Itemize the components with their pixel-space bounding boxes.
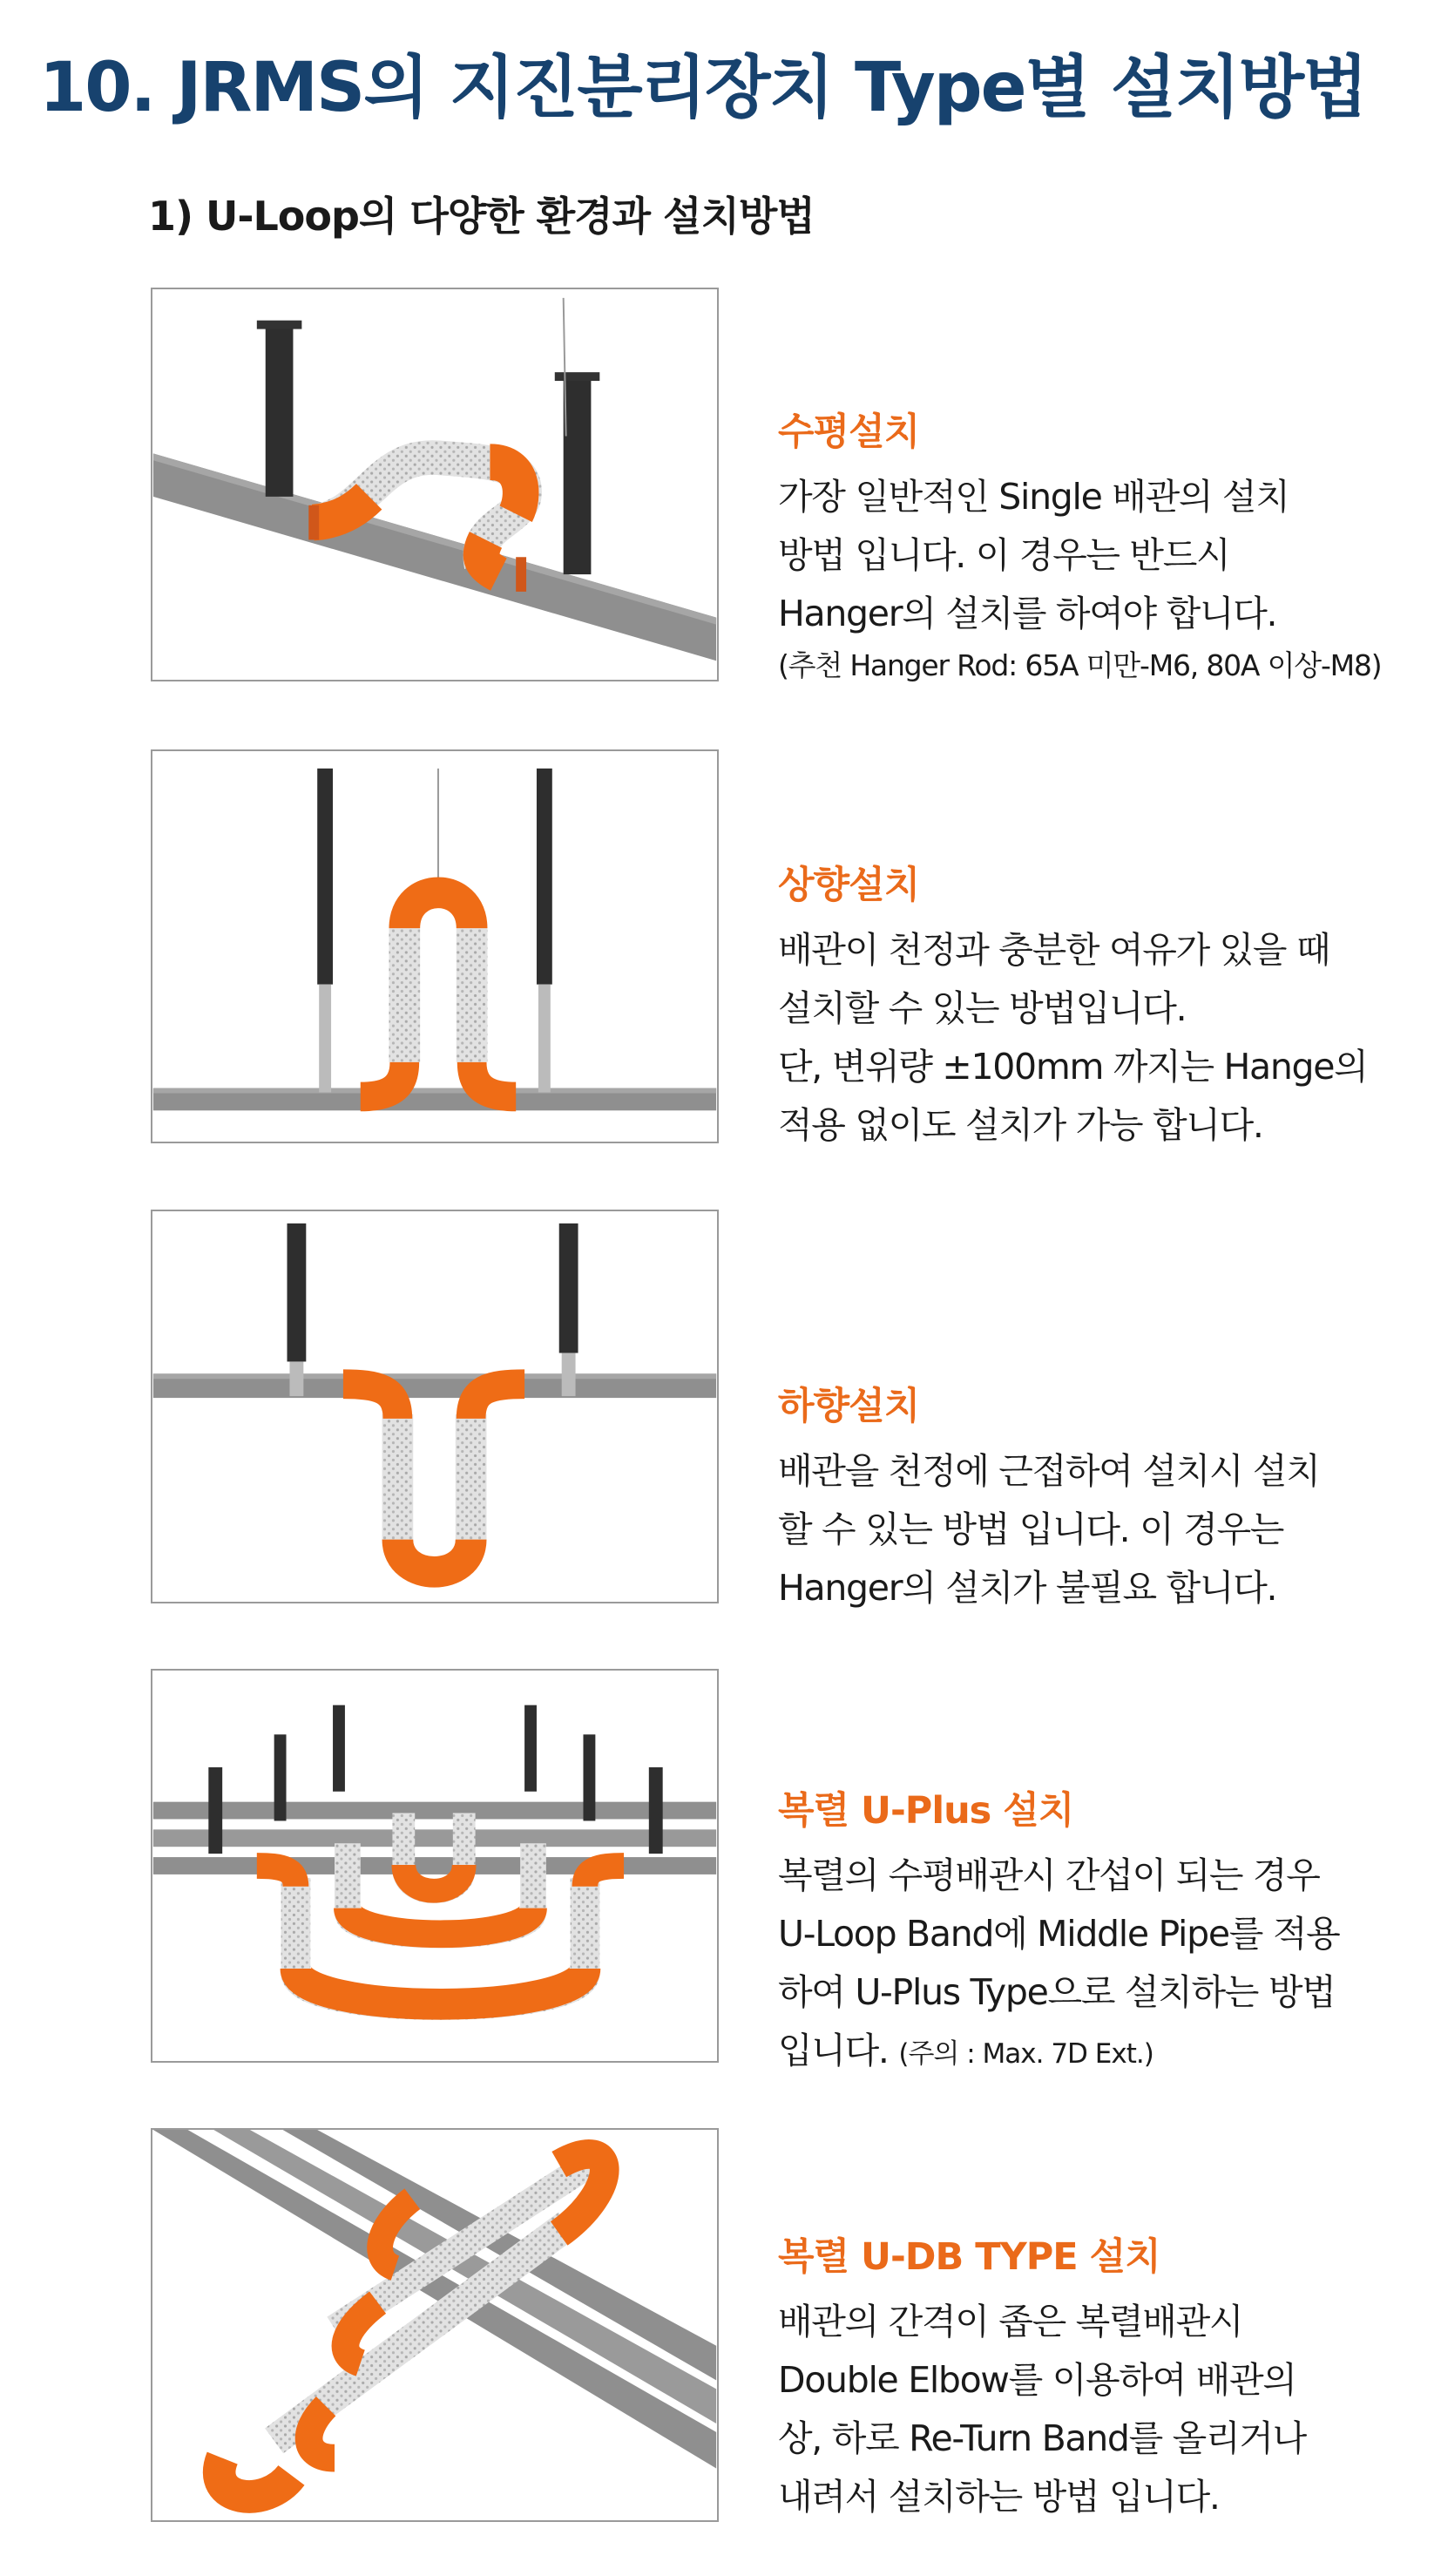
description-line: 하여 U-Plus Type으로 설치하는 방법 [778, 1971, 1336, 2013]
hanger-rod [524, 1705, 537, 1792]
double-uplus-install-text [778, 1781, 1423, 2084]
description-line: Hanger의 설치를 하여야 합니다. [778, 593, 1277, 634]
upward-loop-drawing [152, 751, 717, 1142]
description-line: 방법 입니다. 이 경우는 반드시 [778, 534, 1230, 576]
double-uplus-install-illustration [151, 1669, 719, 2063]
description-line [778, 2022, 1423, 2084]
hanger-rod [583, 1734, 595, 1820]
section-heading: 복렬 U-DB TYPE 설치 [778, 2235, 1160, 2279]
hanger-rod [559, 1224, 578, 1353]
hanger-rod [649, 1767, 663, 1854]
hanger-rod [288, 1224, 307, 1362]
description-line: 할 수 있는 방법 입니다. 이 경우는 [778, 1508, 1284, 1550]
description-line: 내려서 설치하는 방법 입니다. [778, 2476, 1220, 2518]
hanger-rod [208, 1767, 222, 1854]
double-udb-install-illustration [151, 2128, 719, 2522]
caution-note: (주의 : Max. 7D Ext.) [898, 2038, 1153, 2070]
upward-install-text [778, 856, 1423, 1155]
horizontal-loop-drawing [152, 289, 717, 680]
downward-loop-drawing [152, 1211, 717, 1602]
double-udb-loop-drawing [152, 2130, 717, 2520]
hanger-rod [537, 769, 552, 985]
description-line: 설치할 수 있는 방법입니다. [778, 987, 1187, 1029]
description-line: 배관을 천정에 근접하여 설치시 설치 [778, 1450, 1320, 1492]
horizontal-install-illustration [151, 288, 719, 681]
description-line: 상, 하로 Re-Turn Band를 올리거나 [778, 2417, 1306, 2459]
double-uplus-loop-drawing [152, 1671, 717, 2061]
section-heading: 수평설치 [778, 410, 920, 454]
description-line: 단, 변위량 ±100mm 까지는 Hange의 [778, 1046, 1368, 1088]
section-heading: 상향설치 [778, 864, 920, 907]
description-line: 배관이 천정과 충분한 여유가 있을 때 [778, 929, 1330, 971]
downward-install-illustration [151, 1210, 719, 1603]
description-line: 가장 일반적인 Single 배관의 설치 [778, 476, 1289, 518]
hanger-rod [564, 376, 592, 574]
section-subtitle: 1) U-Loop의 다양한 환경과 설치방법 [148, 193, 815, 240]
hanger-rod [317, 769, 333, 985]
description-line: 배관의 간격이 좁은 복렬배관시 [778, 2301, 1243, 2342]
hanger-rod [266, 324, 294, 497]
upward-install-illustration [151, 749, 719, 1143]
downward-install-text [778, 1377, 1423, 1617]
description-line-text: 입니다. [778, 2030, 889, 2071]
description-line: 적용 없이도 설치가 가능 합니다. [778, 1104, 1263, 1146]
description-line: Hanger의 설치가 불필요 합니다. [778, 1567, 1277, 1609]
page-title: 10. JRMS의 지진분리장치 Type별 설치방법 [39, 49, 1367, 127]
double-udb-install-text [778, 2227, 1423, 2526]
section-heading: 하향설치 [778, 1385, 920, 1428]
section-heading: 복렬 U-Plus 설치 [778, 1789, 1074, 1833]
horizontal-install-text [778, 403, 1423, 688]
hanger-rod [274, 1734, 287, 1820]
description-line: U-Loop Band에 Middle Pipe를 적용 [778, 1913, 1340, 1955]
recommendation-note: (추천 Hanger Rod: 65A 미만-M6, 80A 이상-M8) [778, 648, 1382, 682]
description-line: 복렬의 수평배관시 간섭이 되는 경우 [778, 1854, 1320, 1896]
hanger-rod [333, 1705, 345, 1792]
description-line: Double Elbow를 이용하여 배관의 [778, 2359, 1296, 2401]
